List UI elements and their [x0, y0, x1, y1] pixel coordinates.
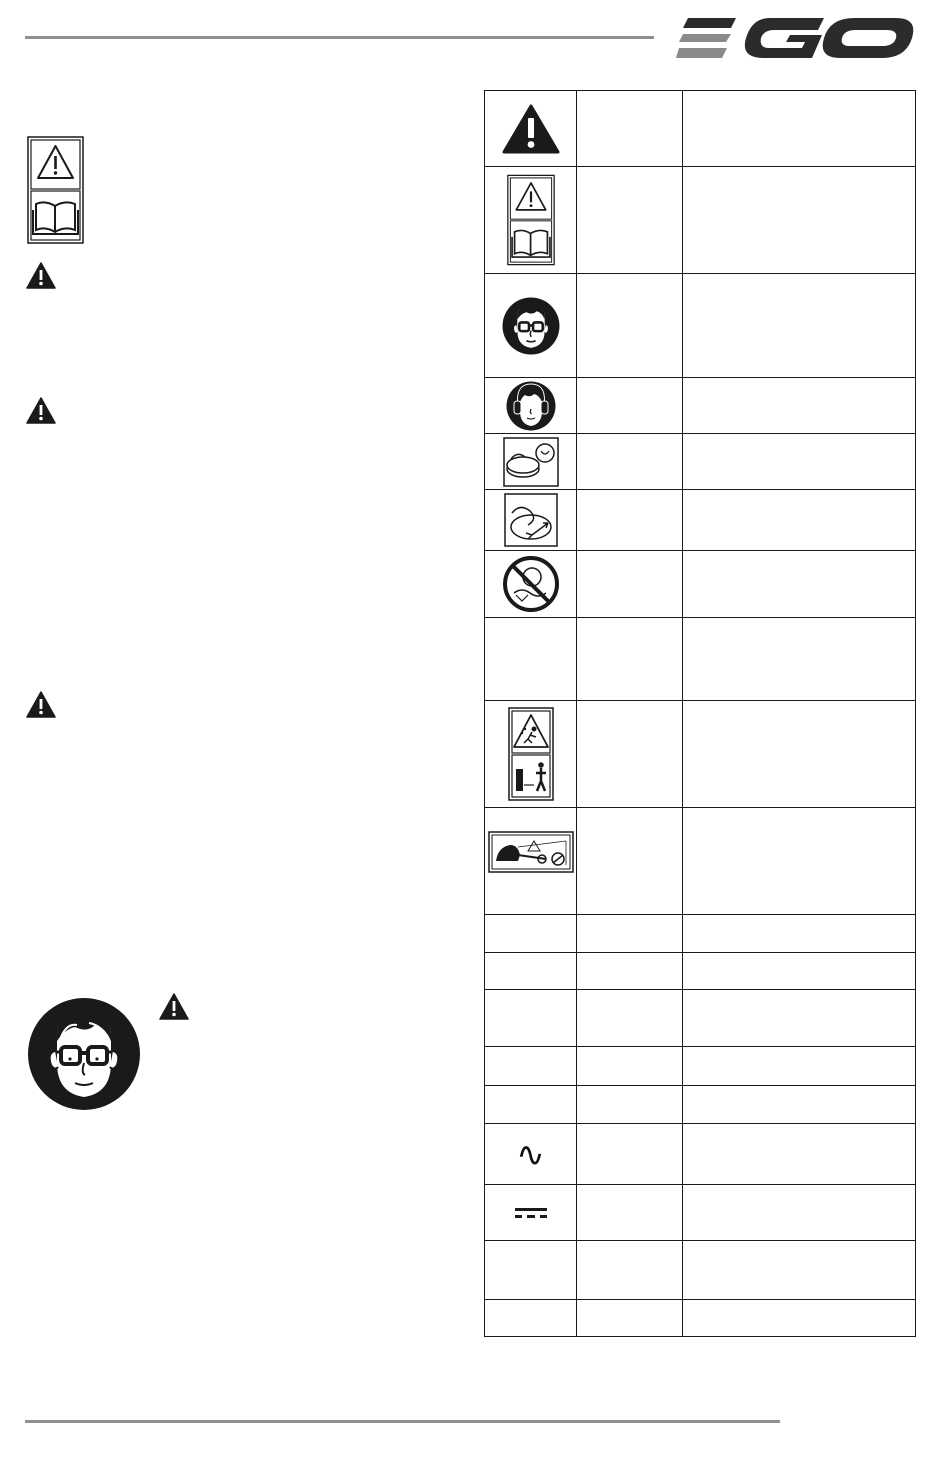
symbol-cell: [485, 167, 577, 274]
explanation-cell: [683, 1185, 916, 1241]
explanation-cell: [683, 434, 916, 490]
explanation-cell: [683, 167, 916, 274]
warning-triangle-icon: [26, 262, 56, 289]
explanation-cell: [683, 953, 916, 990]
symbol-cell: [485, 990, 577, 1047]
no-blade-prohibited-icon: [502, 555, 560, 613]
name-cell: [577, 808, 683, 915]
wear-eye-protection-icon: [502, 297, 560, 355]
table-row: [485, 434, 916, 490]
explanation-cell: [683, 1047, 916, 1086]
symbol-cell: [485, 1185, 577, 1241]
name-cell: [577, 490, 683, 551]
symbol-cell: [485, 953, 577, 990]
table-row: [485, 990, 916, 1047]
symbol-cell: [485, 618, 577, 701]
safety-alert-triangle-icon: [501, 103, 561, 155]
name-cell: [577, 915, 683, 953]
symbol-cell: [485, 378, 577, 434]
wear-eye-protection-icon: [27, 997, 141, 1111]
symbol-cell: [485, 1047, 577, 1086]
name-cell: [577, 953, 683, 990]
symbol-cell: [485, 808, 577, 915]
explanation-cell: [683, 274, 916, 378]
symbol-cell: [485, 701, 577, 808]
table-row: [485, 701, 916, 808]
name-cell: [577, 1124, 683, 1185]
name-cell: [577, 990, 683, 1047]
symbol-cell: [485, 1086, 577, 1124]
warning-triangle-icon: [26, 691, 56, 718]
footer-rule: [25, 1420, 780, 1423]
name-cell: [577, 1185, 683, 1241]
explanation-cell: [683, 1124, 916, 1185]
symbol-table: [484, 90, 916, 1337]
direct-current-icon: [514, 1206, 548, 1220]
symbol-cell: [485, 434, 577, 490]
symbol-cell: [485, 1124, 577, 1185]
explanation-cell: [683, 701, 916, 808]
warning-triangle-icon: [159, 993, 189, 1020]
bystander-distance-15m-icon: [488, 831, 574, 873]
name-cell: [577, 1086, 683, 1124]
name-cell: [577, 274, 683, 378]
explanation-cell: [683, 1300, 916, 1337]
name-cell: [577, 167, 683, 274]
explanation-cell: [683, 490, 916, 551]
alternating-current-icon: ∿: [516, 1136, 545, 1174]
table-row: [485, 808, 916, 915]
symbol-cell: [485, 1300, 577, 1337]
symbol-cell: [485, 551, 577, 618]
symbol-cell: [485, 91, 577, 167]
blade-hazard-icon: [503, 437, 559, 487]
table-row: [485, 490, 916, 551]
symbol-cell: [485, 1241, 577, 1300]
table-row: [485, 618, 916, 701]
table-row: [485, 915, 916, 953]
warning-read-manual-icon: [27, 136, 84, 244]
explanation-cell: [683, 990, 916, 1047]
blade-thrust-icon: [504, 493, 558, 547]
table-row: [485, 1185, 916, 1241]
table-row: [485, 1047, 916, 1086]
name-cell: [577, 1300, 683, 1337]
table-row: [485, 91, 916, 167]
table-row: [485, 1124, 916, 1185]
name-cell: [577, 618, 683, 701]
table-row: [485, 167, 916, 274]
symbol-cell: [485, 915, 577, 953]
table-row: [485, 953, 916, 990]
explanation-cell: [683, 915, 916, 953]
explanation-cell: [683, 808, 916, 915]
explanation-cell: [683, 378, 916, 434]
name-cell: [577, 91, 683, 167]
name-cell: [577, 1241, 683, 1300]
name-cell: [577, 378, 683, 434]
explanation-cell: [683, 618, 916, 701]
table-row: [485, 1241, 916, 1300]
warning-read-manual-icon: [507, 172, 555, 268]
explanation-cell: [683, 551, 916, 618]
name-cell: [577, 434, 683, 490]
table-row: [485, 274, 916, 378]
ego-brand-logo: [674, 8, 916, 64]
warning-triangle-icon: [26, 397, 56, 424]
name-cell: [577, 551, 683, 618]
name-cell: [577, 1047, 683, 1086]
symbol-cell: [485, 274, 577, 378]
explanation-cell: [683, 1241, 916, 1300]
table-row: [485, 551, 916, 618]
explanation-cell: [683, 1086, 916, 1124]
thrown-objects-distance-icon: [508, 707, 554, 801]
table-row: [485, 1086, 916, 1124]
table-row: [485, 1300, 916, 1337]
symbol-cell: [485, 490, 577, 551]
name-cell: [577, 701, 683, 808]
header-rule: [25, 36, 654, 39]
explanation-cell: [683, 91, 916, 167]
wear-ear-protection-icon: [506, 381, 556, 431]
table-row: [485, 378, 916, 434]
